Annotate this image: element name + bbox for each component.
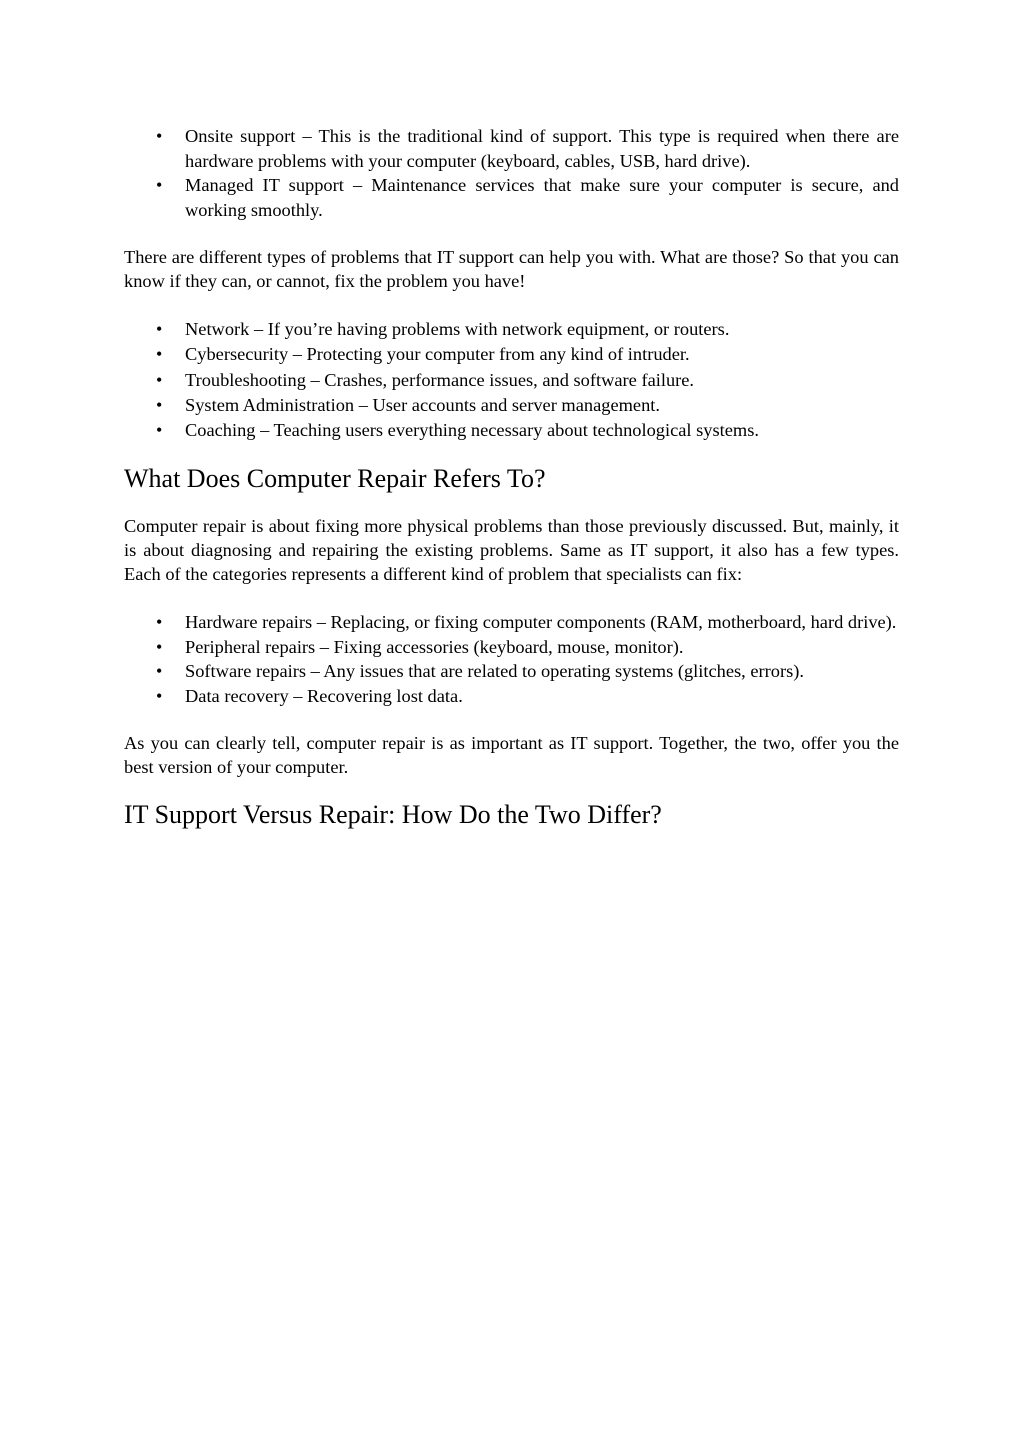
it-support-problems-list xyxy=(124,317,899,443)
list-item: • Network – If you’re having problems with network equipment, or routers. xyxy=(124,317,899,342)
list-item: • Coaching – Teaching users everything necessary about technological systems. xyxy=(124,418,899,443)
list-item: • Peripheral repairs – Fixing accessories (keyboard, mouse, monitor). xyxy=(124,635,899,660)
section-heading-computer-repair: What Does Computer Repair Refers To? xyxy=(124,464,546,494)
it-support-types-list xyxy=(124,124,899,222)
list-item: • Troubleshooting – Crashes, performance issues, and software failure. xyxy=(124,368,899,393)
list-item: • System Administration – User accounts and server management. xyxy=(124,393,899,418)
paragraph-computer-repair: Computer repair is about fixing more physical problems than those previously discussed. But, mainly, it is about diagnosing and repairing the existing problems. Same as IT support, it also has a few types. Each of the categories represents a different kind of problem that specialists can fix: xyxy=(124,516,899,585)
list-item: • Hardware repairs – Replacing, or fixing computer components (RAM, motherboard, hard drive). xyxy=(124,610,899,635)
list-item: • Cybersecurity – Protecting your computer from any kind of intruder. xyxy=(124,342,899,367)
section-heading-support-vs-repair: IT Support Versus Repair: How Do the Two Differ? xyxy=(124,800,662,830)
paragraph-problem-types: There are different types of problems that IT support can help you with. What are those? So that you can know if they can, or cannot, fix the problem you have! xyxy=(124,247,899,291)
repair-types-list xyxy=(124,610,899,708)
paragraph-conclusion: As you can clearly tell, computer repair is as important as IT support. Together, the two, offer you the best version of your computer. xyxy=(124,733,899,778)
list-item: • Managed IT support – Maintenance services that make sure your computer is secure, and working smoothly. xyxy=(124,173,899,222)
list-item: • Software repairs – Any issues that are related to operating systems (glitches, errors). xyxy=(124,659,899,684)
list-item: • Data recovery – Recovering lost data. xyxy=(124,684,899,709)
document-page xyxy=(124,124,899,831)
list-item: • Onsite support – This is the traditional kind of support. This type is required when there are hardware problems with your computer (keyboard, cables, USB, hard drive). xyxy=(124,124,899,173)
